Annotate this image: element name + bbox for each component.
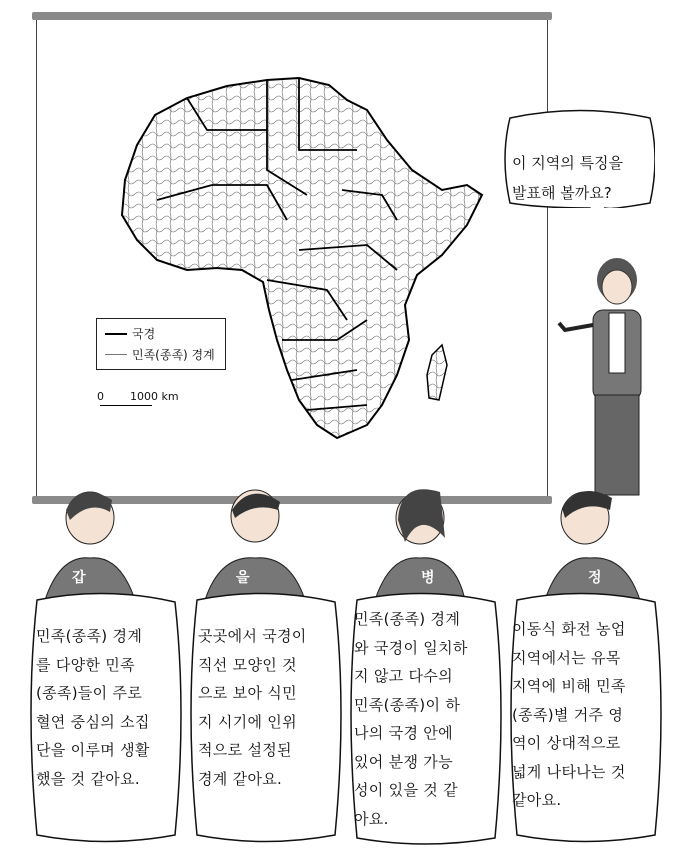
answer-text-jeong — [512, 615, 626, 815]
answer-line: 민족(종족) 경계 — [354, 610, 461, 628]
teacher-speech-line: 발표해 볼까요? — [512, 184, 612, 202]
answer-line: 성이 있을 것 같 — [354, 781, 458, 799]
answer-line: 지 시기에 인위 — [198, 712, 297, 731]
legend-border-label: 국경 — [132, 327, 156, 341]
student-label-eul: 을 — [236, 570, 250, 586]
answer-line: 지역에 비해 민족 — [512, 677, 626, 695]
answer-line: 넓게 나타나는 것 — [512, 762, 626, 781]
teacher-speech-text — [512, 148, 662, 208]
map-legend — [96, 318, 226, 370]
answer-line: 를 다양한 민족 — [36, 655, 135, 674]
ethnic-line-icon — [105, 354, 127, 355]
answer-text-eul — [198, 622, 307, 793]
answer-line: 지역에서는 유목 — [512, 648, 621, 667]
legend-border — [105, 325, 155, 342]
answer-line: 같아요. — [512, 791, 562, 809]
answer-line: 했을 것 같아요. — [36, 769, 140, 788]
answer-line: 이동식 화전 농업 — [512, 620, 626, 638]
madagascar — [427, 345, 447, 400]
student-label-gap: 갑 — [72, 570, 86, 586]
answer-line: 나의 국경 안에 — [354, 724, 453, 742]
border-line-icon — [105, 333, 127, 335]
legend-ethnic — [105, 346, 215, 363]
answer-line: 와 국경이 일치하 — [354, 638, 468, 657]
scale-bar — [100, 405, 152, 406]
answer-line: 아요. — [354, 809, 389, 828]
answer-line: 역이 상대적으로 — [512, 734, 621, 752]
teacher-figure — [555, 255, 665, 500]
answer-text-byeong — [354, 605, 468, 833]
answer-line: (종족)별 거주 영 — [512, 705, 624, 724]
answer-line: 으로 보아 식민 — [198, 684, 297, 702]
map-scale — [97, 390, 197, 412]
answer-line: 곳곳에서 국경이 — [198, 627, 307, 645]
answer-text-gap — [36, 622, 150, 793]
student-gap — [45, 492, 135, 600]
answer-line: 경계 같아요. — [198, 769, 283, 788]
answer-line: 혈연 중심의 소집 — [36, 712, 150, 731]
legend-ethnic-label: 민족(종족) 경계 — [132, 348, 215, 362]
africa-map — [37, 20, 547, 498]
answer-line: 민족(종족) 경계 — [36, 627, 143, 645]
screen-top-bar — [32, 12, 552, 20]
answer-line: 직선 모양인 것 — [198, 655, 297, 674]
answer-line: 단을 이루며 생활 — [36, 741, 150, 759]
student-label-jeong: 정 — [588, 570, 602, 586]
answer-line: 지 않고 다수의 — [354, 667, 453, 685]
student-eul — [205, 490, 305, 600]
answer-line: 있어 분쟁 가능 — [354, 752, 453, 771]
answer-line: 적으로 설정된 — [198, 741, 292, 759]
student-label-byeong: 병 — [421, 570, 435, 586]
answer-line: (종족)들이 주로 — [36, 684, 143, 702]
student-byeong — [375, 489, 465, 600]
scale-distance: 1000 km — [130, 390, 179, 403]
teacher-speech-line: 이 지역의 특징을 — [512, 154, 623, 172]
scale-zero: 0 — [97, 390, 104, 403]
answer-line: 민족(종족)이 하 — [354, 695, 461, 714]
projection-screen — [36, 20, 548, 499]
